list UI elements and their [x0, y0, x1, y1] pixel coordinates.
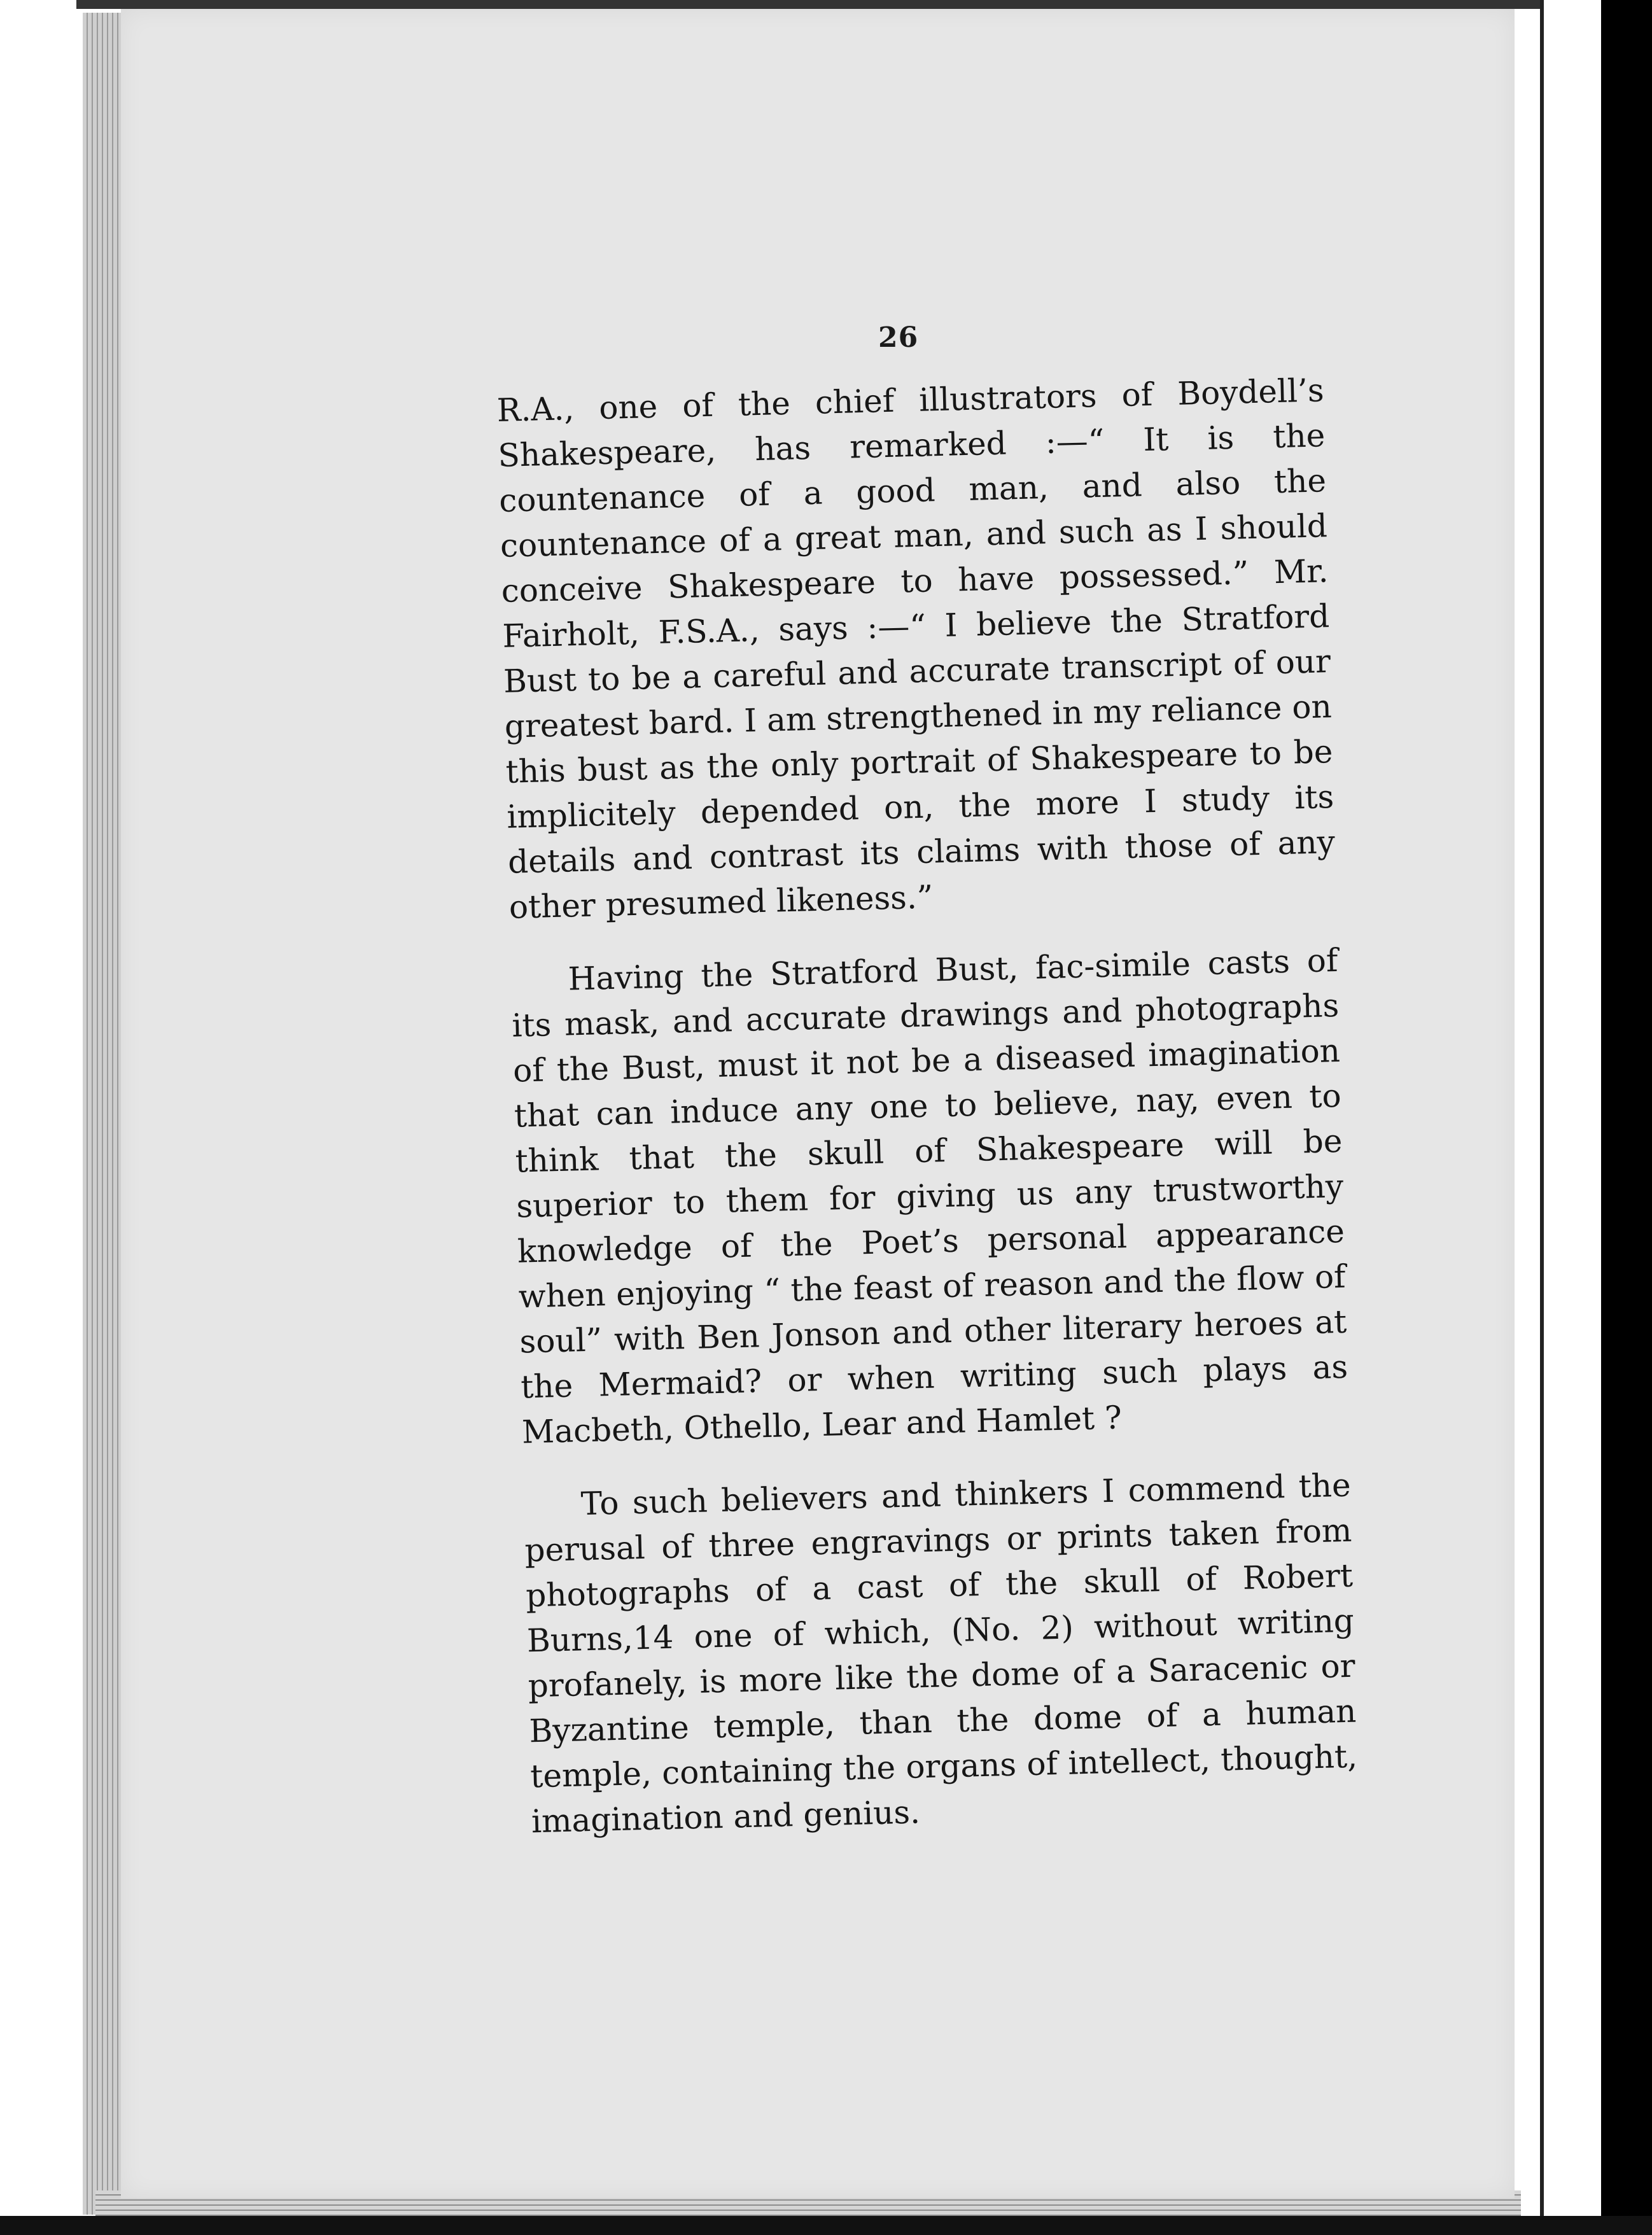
book-gutter-line: [1540, 0, 1544, 2235]
scan-bottom-border: [0, 2216, 1652, 2235]
paragraph-1: R.A., one of the chief illustrators of Boydell’s Shakespeare, has remarked :—“ It is the countenance of a good man, and also the countenance of a great man, and such as I should conceive Shakespeare to have possessed.” Mr. Fairholt, F.S.A., says :—“ I believe the Stratford Bust to be a careful and accurate transcript of our greatest bard. I am strengthened in my reliance on this bust as the only portrait of Shakespeare to be implicitely depended on, the more I study its details and contrast its claims with those of any other presumed likeness.”: [496, 372, 1336, 926]
paragraph-3: To such believers and thinkers I commend the perusal of three engravings or prints taken from photographs of a cast of the skull of Robert Burns,14 one of which, (No. 2) without writing profanely, is more like the dome of a Saracenic or Byzantine temple, than the dome of a human temple, containing the organs of intellect, thought, imagination and genius.: [524, 1466, 1358, 1840]
scan-right-border: [1601, 0, 1652, 2235]
page-number: 26: [878, 321, 919, 354]
scan-top-border: [76, 0, 1544, 9]
paragraph-2: Having the Stratford Bust, fac-simile casts of its mask, and accurate drawings and photographs of the Bust, must it not be a diseased imagination that can induce any one to believe, nay, even to think that the skull of Shakespeare will be superior to them for giving us any trustworthy knowledge of the Poet’s personal appearance when enjoying “ the feast of reason and the flow of soul” with Ben Jonson and other literary heroes at the Mermaid? or when writing such plays as Macbeth, Othello, Lear and Hamlet ?: [511, 941, 1348, 1451]
page-edges-left: [83, 13, 123, 2215]
body-text: [496, 368, 1359, 1844]
